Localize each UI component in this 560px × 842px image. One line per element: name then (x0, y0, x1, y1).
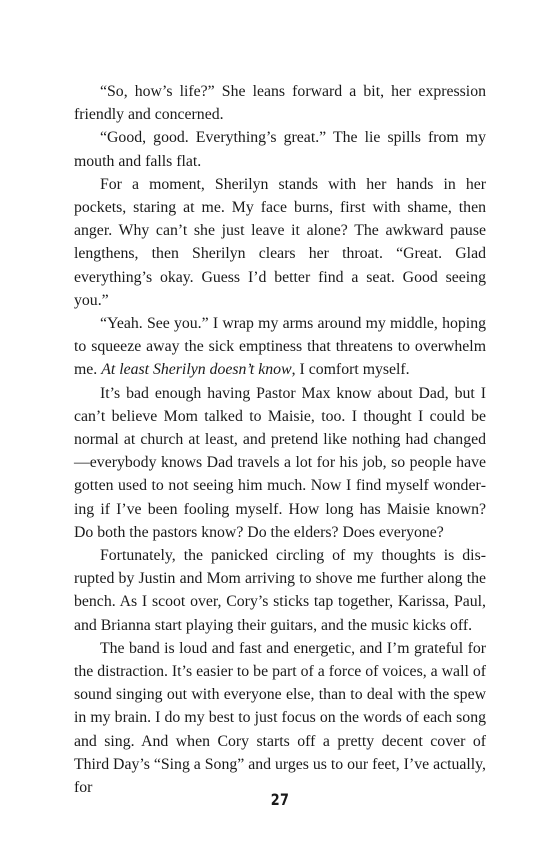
page-body (74, 80, 486, 799)
paragraph-text: “Good, good. Everything’s great.” The lie spills from my mouth and falls flat. (74, 129, 486, 170)
paragraph-1 (74, 80, 486, 126)
paragraph-5 (74, 382, 486, 544)
paragraph-italic-thought: At least Sherilyn doesn’t know (101, 361, 292, 379)
paragraph-3 (74, 173, 486, 312)
paragraph-text: “Yeah. See you.” I wrap my arms around my middle, hoping to squeeze away the sick emptiness that threatens to overwhelm me. (74, 315, 486, 379)
paragraph-2 (74, 126, 486, 172)
paragraph-6 (74, 544, 486, 637)
paragraph-text: The band is loud and fast and energetic, and I’m grateful for the distraction. It’s easier to be part of a force of voices, a wall of sound singing out with everyone else, than to deal with the spew in my brain. I do my best to just focus on the words of each song and sing. And when Cory starts off a pretty decent cover of Third Day’s “Sing a Song” and urges us to our feet, I’ve actually, for (74, 639, 486, 797)
page-number: 27 (270, 790, 290, 809)
paragraph-text: Fortunately, the panicked circling of my thoughts is disrupted by Justin and Mom arriving to shove me further along the bench. As I scoot over, Cory’s sticks tap together, Karissa, Paul, and Brianna start playing their guitars, and the music kicks off. (74, 547, 486, 634)
paragraph-text: For a moment, Sherilyn stands with her hands in her pockets, staring at me. My face burns, first with shame, then anger. Why can’t she just leave it alone? The awkward pause lengthens, then Sherilyn clears her throat. “Great. Glad everything’s okay. Guess I’d better find a seat. Good seeing you.” (74, 175, 486, 309)
paragraph-text: “So, how’s life?” She leans forward a bit, her expression friendly and concerned. (74, 83, 486, 124)
paragraph-text: It’s bad enough having Pastor Max know about Dad, but I can’t believe Mom talked to Maisie, too. I thought I could be normal at church at least, and pretend like nothing had changed—everybody knows Dad travels a lot for his job, so people have gotten used to not seeing him much. Now I find myself wondering if I’ve been fooling myself. How long has Maisie known? Do both the pastors know? Do the elders? Does everyone? (74, 384, 486, 541)
paragraph-4 (74, 312, 486, 382)
paragraph-7 (74, 637, 486, 799)
paragraph-text: , I comfort myself. (291, 361, 410, 379)
